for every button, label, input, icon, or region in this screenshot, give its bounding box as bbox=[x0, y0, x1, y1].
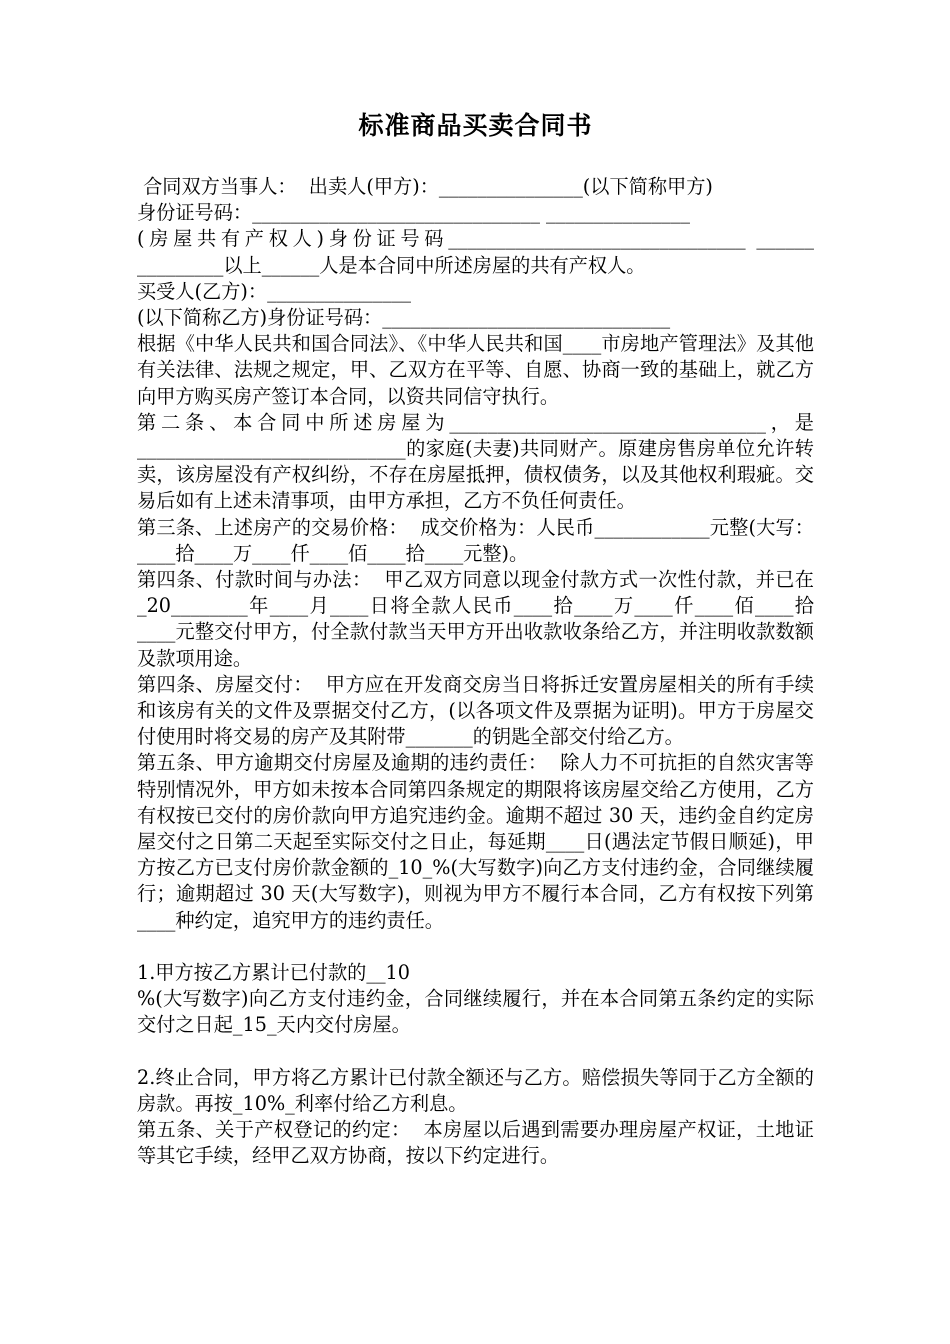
contract-body bbox=[137, 174, 821, 1170]
legal-basis-paragraph: 根据《中华人民共和国合同法》、《中华人民共和国____市房地产管理法》及其他有关法律、法规之规定，甲、乙双方在平等、自愿、协商一致的基础上，就乙方向甲方购买房产签订本合同，以资共同信守执行。 bbox=[137, 332, 814, 408]
clause-title-registration: 第五条、关于产权登记的约定： 本房屋以后遇到需要办理房屋产权证，土地证等其它手续，经甲乙双方协商，按以下约定进行。 bbox=[137, 1118, 814, 1168]
blank-line bbox=[137, 934, 814, 960]
document-title: 标准商品买卖合同书 bbox=[358, 111, 593, 140]
option-2: 2.终止合同，甲方将乙方累计已付款全额还与乙方。赔偿损失等同于乙方全额的房款。再按_10%_利率付给乙方利息。 bbox=[137, 1065, 814, 1116]
clause-delivery: 第四条、房屋交付： 甲方应在开发商交房当日将拆迁安置房屋相关的所有手续和该房有关的文件及票据交付乙方，(以各项文件及票据为证明)。甲方于房屋交付使用时将交易的房产及其附带_______的钥匙全部交付给乙方。 bbox=[137, 672, 814, 749]
clause-payment: 第四条、付款时间与办法： 甲乙双方同意以现金付款方式一次性付款，并已在_20________年____月____日将全款人民币____拾____万____仟____佰____拾____元整交付甲方，付全款付款当天甲方开出收款收条给乙方，并注明收款数额及款项用途。 bbox=[137, 568, 814, 670]
clause-property: 第二条、本合同中所述房屋为_________________________________，是____________________________的家庭(夫妻)共同财产。原建房售房单位允许转卖，该房屋没有产权纠纷，不存在房屋抵押，债权债务，以及其他权利瑕疵。交易后如有上述未清事项，由甲方承担，乙方不负任何责任。 bbox=[137, 410, 814, 513]
option-1-line-b: %(大写数字)向乙方支付违约金，合同继续履行，并在本合同第五条约定的实际交付之日起_15_天内交付房屋。 bbox=[137, 987, 814, 1037]
clause-late-delivery: 第五条、甲方逾期交付房屋及逾期的违约责任： 除人力不可抗拒的自然灾害等特别情况外，甲方如未按本合同第四条规定的期限将该房屋交给乙方使用，乙方有权按已交付的房价款向甲方追究违约金。逾期不超过 30 天，违约金自约定房屋交付之日第二天起至实际交付之日止，每延期____日(遇法定节假日顺延)，甲方按乙方已支付房价款金额的_10_%(大写数字)向乙方支付违约金，合同继续履行；逾期超过 30 天(大写数字)，则视为甲方不履行本合同，乙方有权按下列第____种约定，追究甲方的违约责任。 bbox=[137, 751, 814, 932]
blank-line bbox=[137, 1039, 814, 1065]
co-owner-id-line: (房屋共有产权人)身份证号码_______________________________ ______ _________以上______人是本合同中所述房屋的共有产权人。 bbox=[137, 227, 821, 277]
buyer-id-line: (以下简称乙方)身份证号码：______________________________ bbox=[137, 306, 671, 330]
parties-line: 合同双方当事人： 出卖人(甲方)：_______________(以下简称甲方) bbox=[137, 175, 713, 198]
option-1-line-a: 1.甲方按乙方累计已付款的__10 bbox=[137, 961, 410, 985]
seller-id-line: 身份证号码：______________________________ _______________ bbox=[137, 201, 690, 225]
buyer-line: 买受人(乙方)：_______________ bbox=[137, 279, 412, 303]
clause-price: 第三条、上述房产的交易价格： 成交价格为：人民币____________元整(大写：____拾____万____仟____佰____拾____元整)。 bbox=[137, 515, 814, 565]
